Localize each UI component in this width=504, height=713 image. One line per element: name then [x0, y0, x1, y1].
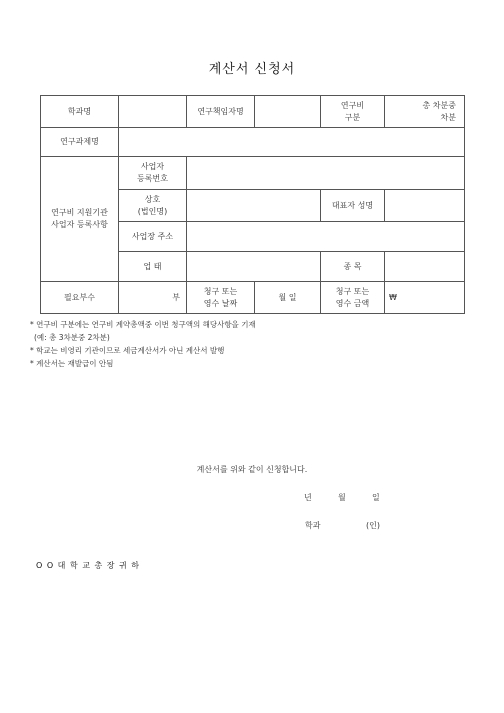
signature-dept-label: 학과 [305, 521, 321, 530]
company-value-cell[interactable] [187, 190, 321, 222]
biz-reg-label [119, 157, 187, 190]
note-item: * 계산서는 재발급이 안됨 [30, 359, 114, 368]
application-form-table [40, 95, 465, 314]
copies-unit: 부 [172, 292, 180, 302]
claim-amount-label-line2: 영수 금액 [335, 298, 370, 308]
claim-date-value-cell[interactable]: 월 일 [255, 282, 321, 314]
business-type-value-cell[interactable] [187, 252, 321, 282]
request-statement: 계산서를 위와 같이 신청합니다. [196, 465, 308, 474]
fund-type-label-line1: 연구비 [340, 100, 365, 110]
project-value-cell[interactable] [119, 128, 465, 157]
copies-label: 필요부수 [41, 282, 119, 314]
recipient-line: O O 대 학 교 총 장 귀 하 [36, 561, 141, 570]
business-type-label: 업 태 [119, 252, 187, 282]
claim-amount-label-line1: 청구 또는 [335, 286, 370, 296]
claim-date-label-line2: 영수 날짜 [203, 298, 238, 308]
institution-label [41, 157, 119, 282]
claim-amount-label [321, 282, 385, 314]
fund-type-value-line1: 총 차분중 [422, 100, 456, 110]
business-item-value-cell[interactable] [385, 252, 465, 282]
biz-reg-label-line2: 등록번호 [137, 174, 168, 183]
business-item-label: 종 목 [321, 252, 385, 282]
fund-type-value-cell[interactable] [385, 96, 465, 128]
date-year-label: 년 [304, 493, 312, 502]
document-title: 계산서 신청서 [208, 62, 296, 77]
claim-date-label [187, 282, 255, 314]
fund-type-label [321, 96, 385, 128]
ceo-label: 대표자 성명 [321, 190, 385, 222]
researcher-value-cell[interactable] [255, 96, 321, 128]
company-label-line2: (법인명) [137, 206, 168, 216]
won-currency-symbol: ₩ [389, 292, 397, 302]
notes-list [30, 318, 256, 370]
signature-seal-label: (인) [366, 521, 380, 530]
address-value-cell[interactable] [187, 222, 465, 252]
researcher-label: 연구책임자명 [187, 96, 255, 128]
dept-value-cell[interactable] [119, 96, 187, 128]
claim-date-label-line1: 청구 또는 [203, 286, 238, 296]
address-label: 사업장 주소 [119, 222, 187, 252]
note-item: (예: 총 3차분중 2차분) [34, 333, 110, 342]
ceo-value-cell[interactable] [385, 190, 465, 222]
note-item: * 연구비 구분에는 연구비 계약총액중 이번 청구액의 해당사항을 기재 [30, 320, 256, 329]
note-item: * 학교는 비영리 기관이므로 세금계산서가 아닌 계산서 발행 [30, 346, 225, 355]
date-month-label: 월 [338, 493, 346, 502]
project-label: 연구과제명 [41, 128, 119, 157]
biz-reg-value-cell[interactable] [187, 157, 465, 190]
institution-label-line1: 연구비 지원기관 [51, 208, 108, 217]
fund-type-value-line2: 차분 [440, 112, 456, 122]
fund-type-label-line2: 구분 [344, 112, 361, 122]
copies-value-cell[interactable] [119, 282, 187, 314]
date-day-label: 일 [372, 493, 380, 502]
company-label-line1: 상호 [144, 194, 161, 204]
institution-label-line2: 사업자 등록사항 [51, 220, 108, 229]
claim-amount-value-cell[interactable] [385, 282, 465, 314]
biz-reg-label-line1: 사업자 [140, 162, 165, 171]
dept-label: 학과명 [41, 96, 119, 128]
company-label [119, 190, 187, 222]
